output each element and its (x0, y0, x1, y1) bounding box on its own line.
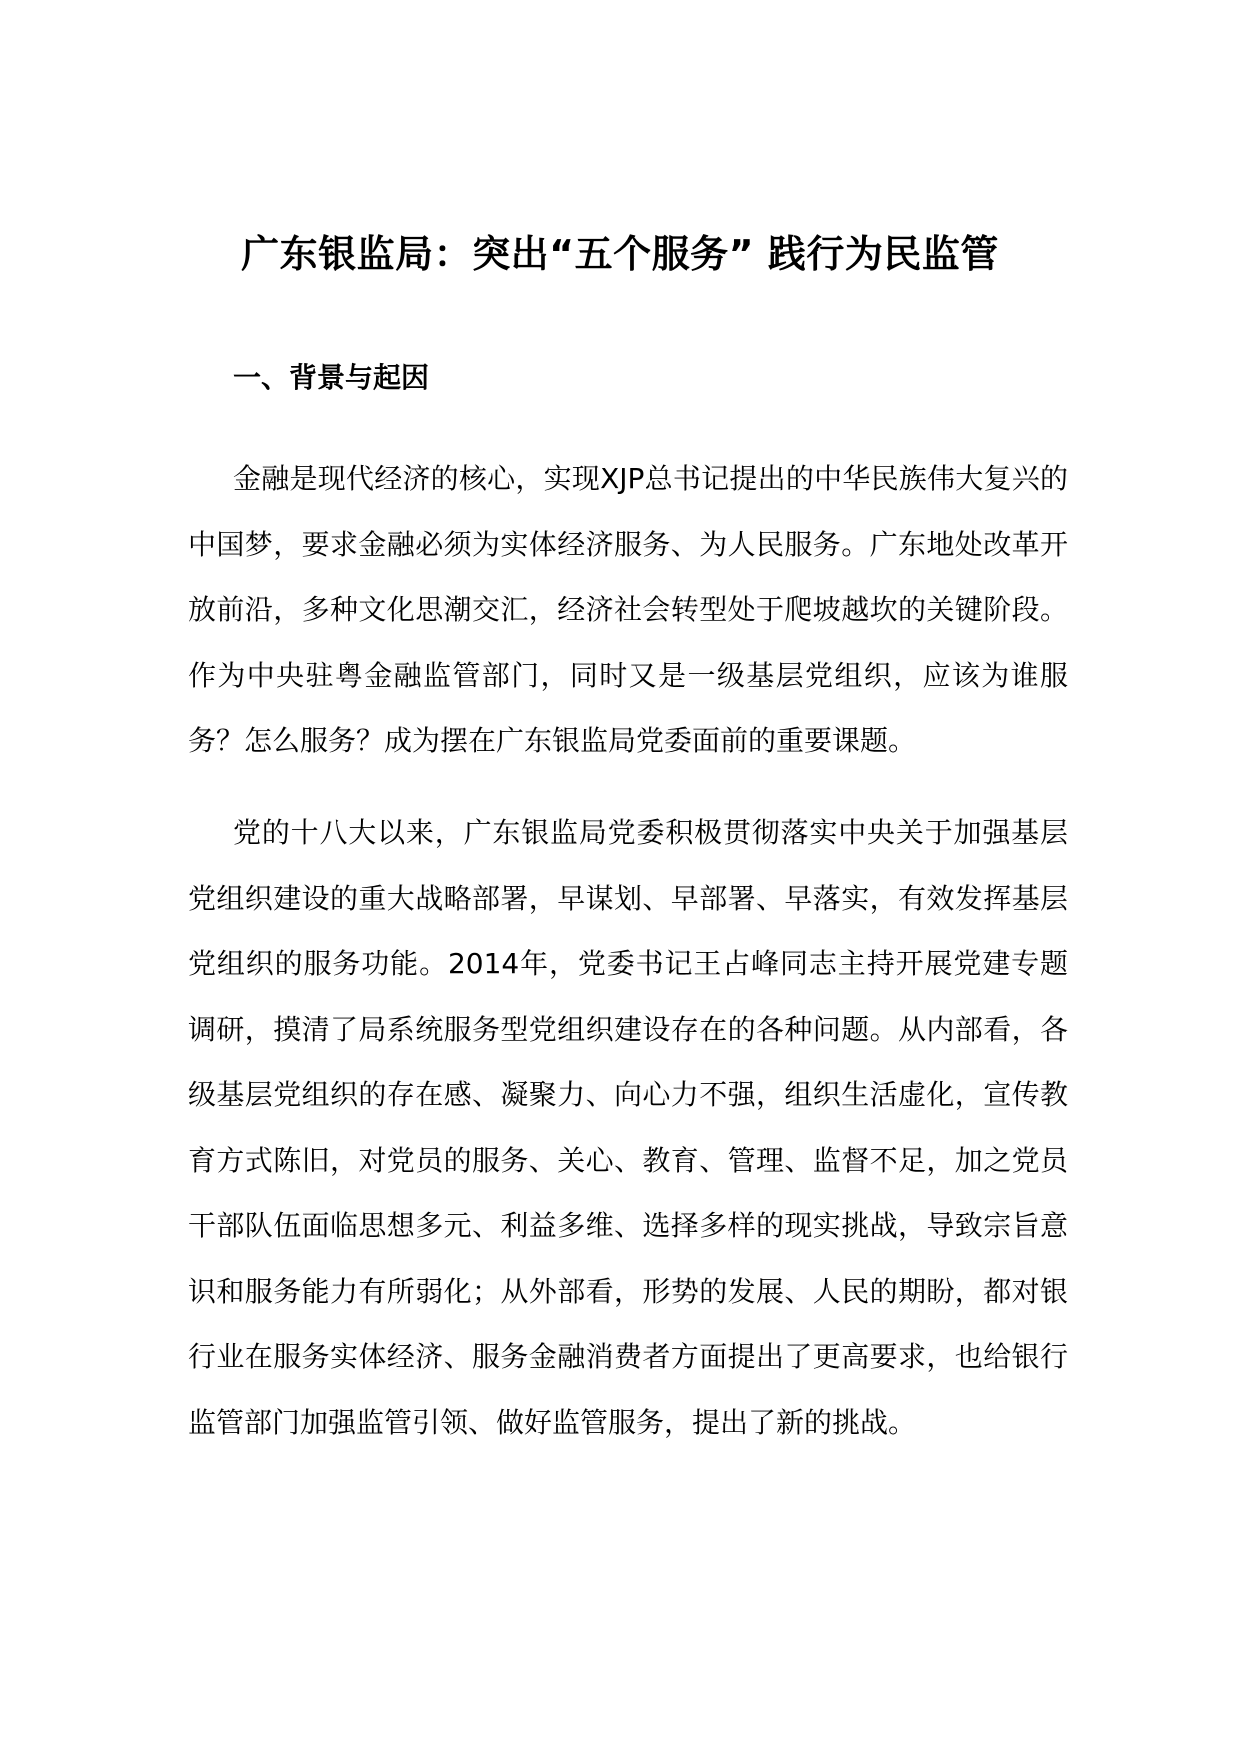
document-title: 广东银监局：突出“五个服务” 践行为民监管 (241, 232, 999, 277)
section-heading: 一、背景与起因 (233, 361, 430, 394)
paragraph-2: 党的十八大以来，广东银监局党委积极贯彻落实中央关于加强基层党组织建设的重大战略部署，早谋划、早部署、早落实，有效发挥基层党组织的服务功能。2014年，党委书记王占峰同志主持开展党建专题调研，摸清了局系统服务型党组织建设存在的各种问题。从内部看，各级基层党组织的存在感、凝聚力、向心力不强，组织生活虚化，宣传教育方式陈旧，对党员的服务、关心、教育、管理、监督不足，加之党员干部队伍面临思想多元、利益多维、选择多样的现实挑战，导致宗旨意识和服务能力有所弱化；从外部看，形势的发展、人民的期盼，都对银行业在服务实体经济、服务金融消费者方面提出了更高要求，也给银行监管部门加强监管引领、做好监管服务，提出了新的挑战。 (188, 816, 1068, 1439)
paragraph-1: 金融是现代经济的核心，实现XJP总书记提出的中华民族伟大复兴的中国梦，要求金融必须为实体经济服务、为人民服务。广东地处改革开放前沿，多种文化思潮交汇，经济社会转型处于爬坡越坎的关键阶段。作为中央驻粤金融监管部门，同时又是一级基层党组织，应该为谁服务？怎么服务？成为摆在广东银监局党委面前的重要课题。 (188, 462, 1068, 757)
